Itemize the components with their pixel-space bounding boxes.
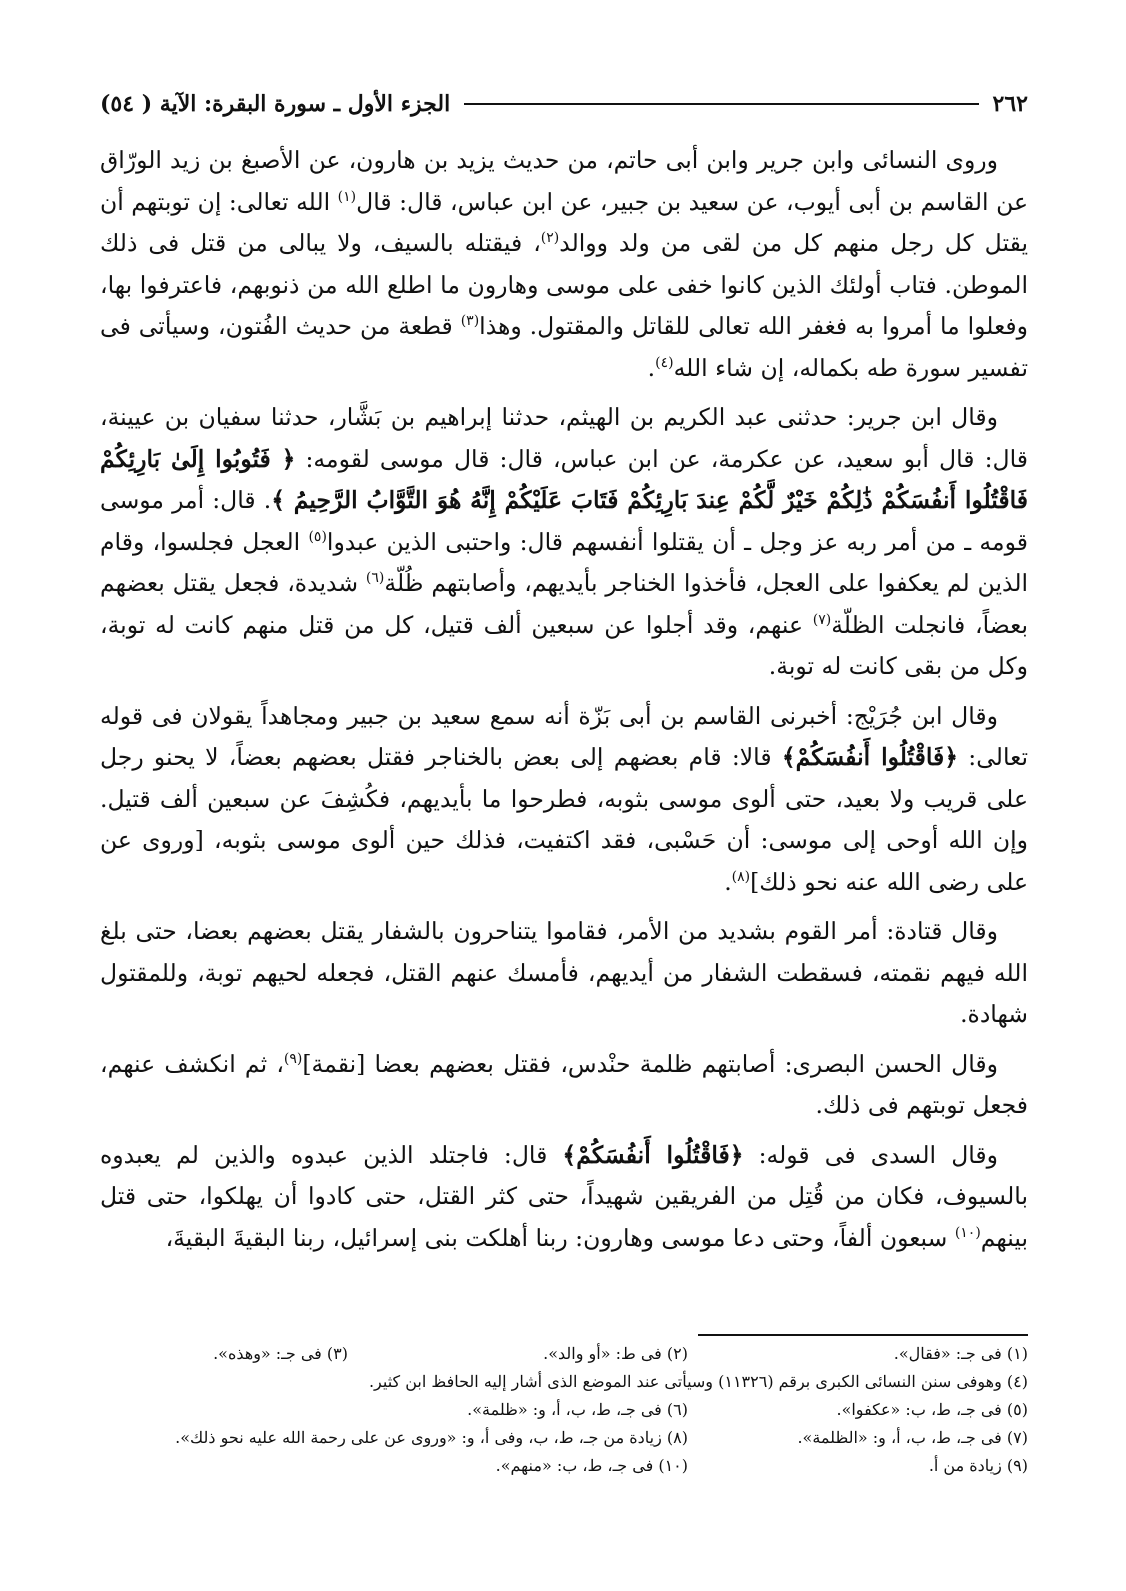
- quran-quote: ﴿ فَتُوبُوا إِلَىٰ بَارِئِكُمْ فَاقْتُلُوا أَنفُسَكُمْ ذَٰلِكُمْ خَيْرٌ لَّكُمْ عِندَ بَارِئِكُمْ فَتَابَ عَلَيْكُمْ إِنَّهُ هُوَ التَّوَّابُ الرَّحِيمُ ﴾: [100, 444, 1028, 514]
- footnotes: [100, 1340, 1028, 1480]
- text-run: . قال: أمر موسى قومه ـ من أمر ربه عز وجل ـ أن يقتلوا أنفسهم قال: واحتبى الذين عبدوا: [100, 486, 1028, 556]
- text-run: ، فيقتله بالسيف، ولا يبالى من قتل فى ذلك الموطن. فتاب أولئك الذين كانوا خفى على موسى وهارون ما اطلع الله من ذنوبهم، فاعترفوا بها، وفعلوا ما أمروا به فغفر الله تعالى للقاتل والمقتول. وهذا: [100, 229, 1028, 340]
- text-run: شديدة، فجعل يقتل بعضهم بعضاً، فانجلت الظلّة: [100, 569, 1029, 639]
- footnote-row: [100, 1340, 1028, 1368]
- text-run: وروى النسائى وابن جرير وابن أبى حاتم، من حديث يزيد بن هارون، عن الأصبغ بن زيد الورّاق عن القاسم بن أبى أيوب، عن سعيد بن جبير، عن ابن عباس، قال: قال: [100, 146, 1028, 216]
- text-run: وقال ابن جرير: حدثنى عبد الكريم بن الهيثم، حدثنا إبراهيم بن بَشَّار، حدثنا سفيان بن عيينة، قال: قال أبو سعيد، عن عكرمة، عن ابن عباس، قال: قال موسى لقومه:: [100, 403, 1028, 473]
- text-run: وقال السدى فى قوله:: [743, 1140, 999, 1169]
- footnote-rule: [698, 1334, 1028, 1336]
- text-run: ، ثم انكشف عنهم، فجعل توبتهم فى ذلك.: [100, 1049, 1028, 1119]
- running-title: الجزء الأول ـ سورة البقرة: الآية ( ٥٤): [100, 91, 451, 117]
- footnote: (٦) فى جـ، ط، ب، أ، و: «ظلمة».: [467, 1400, 688, 1419]
- quran-quote: ﴿فَاقْتُلُوا أَنفُسَكُمْ﴾: [562, 1140, 744, 1169]
- paragraph-2: [100, 397, 1028, 688]
- paragraph-6: [100, 1135, 1028, 1260]
- text-run: سبعون ألفاً، وحتى دعا موسى وهارون: ربنا أهلكت بنى إسرائيل، ربنا البقيةَ البقيةَ،: [165, 1223, 955, 1252]
- text-run: .: [724, 867, 732, 896]
- text-run: .: [647, 353, 656, 382]
- running-header: [100, 84, 1028, 124]
- footnote: (٥) فى جـ، ط، ب: «عكفوا».: [836, 1400, 1028, 1419]
- text-run: وقال ابن جُرَيْج: أخبرنى القاسم بن أبى بَزّة أنه سمع سعيد بن جبير ومجاهداً يقولان فى قوله تعالى:: [100, 701, 1028, 771]
- footnote: (٨) زيادة من جـ، ط، ب، وفى أ، و: «وروى عن على رحمة الله عليه نحو ذلك».: [175, 1428, 688, 1447]
- footnote: (٣) فى جـ: «وهذه».: [213, 1344, 348, 1363]
- text-run: قالا: قام بعضهم إلى بعض بالخناجر فقتل بعضهم بعضاً، لا يحنو رجل على قريب ولا بعيد، حتى ألوى موسى بثوبه، فطرحوا ما بأيديهم، فكُشِفَ عن سبعين ألف قتيل. وإن الله أوحى إلى موسى: أن حَسْبى، فقد اكتفيت، فذلك حين ألوى موسى بثوبه، [وروى عن على رضى الله عنه نحو ذلك]: [100, 743, 1028, 896]
- footnote-ref: (٤): [655, 354, 674, 371]
- paragraph-3: [100, 696, 1028, 904]
- footnote-ref: (٥): [308, 528, 327, 545]
- main-text: [100, 140, 1028, 1267]
- footnote-ref: (٨): [731, 868, 751, 885]
- footnote: (٩) زيادة من أ.: [928, 1456, 1028, 1475]
- footnote: (١) فى جـ: «فقال».: [893, 1344, 1028, 1363]
- text-run: قال: فاجتلد الذين عبدوه والذين لم يعبدوه بالسيوف، فكان من قُتِل من الفريقين شهيداً، حتى كثر القتل، حتى كادوا أن يهلكوا، حتى قتل بينهم: [100, 1140, 1028, 1252]
- footnote-row: [100, 1452, 1028, 1480]
- footnote: (٧) فى جـ، ط، ب، أ، و: «الظلمة».: [797, 1428, 1028, 1447]
- footnote: (٢) فى ط: «أو والد».: [543, 1344, 688, 1363]
- footnote: (٤) وهوفى سنن النسائى الكبرى برقم (١١٣٢٦) وسيأتى عند الموضع الذى أشار إليه الحافظ ابن كثير.: [368, 1372, 1028, 1391]
- footnote-ref: (٩): [283, 1050, 303, 1067]
- text-run: وقال الحسن البصرى: أصابتهم ظلمة حنْدس، فقتل بعضهم بعضا [نقمة]: [302, 1049, 998, 1078]
- footnote-ref: (٢): [540, 230, 560, 247]
- footnote-ref: (٧): [812, 611, 832, 628]
- footnote-ref: (٣): [460, 313, 480, 330]
- footnote-ref: (٦): [365, 570, 385, 587]
- footnote-ref: (١٠): [954, 1224, 981, 1241]
- paragraph-4: [100, 911, 1028, 1036]
- text-run: عنهم، وقد أجلوا عن سبعين ألف قتيل، كل من قتل منهم كانت له توبة، وكل من بقى كانت له توبة.: [100, 610, 1028, 680]
- text-run: الله تعالى: إن توبتهم أن يقتل كل رجل منهم كل من لقى من ولد ووالد: [100, 187, 1028, 257]
- text-run: العجل فجلسوا، وقام الذين لم يعكفوا على العجل، فأخذوا الخناجر بأيديهم، وأصابتهم ظُلّة: [100, 527, 1029, 597]
- paragraph-5: [100, 1044, 1028, 1127]
- footnote: (١٠) فى جـ، ط، ب: «منهم».: [495, 1456, 688, 1475]
- quran-quote: ﴿فَاقْتُلُوا أَنفُسَكُمْ﴾: [781, 743, 959, 771]
- text-run: قطعة من حديث الفُتون، وسيأتى فى تفسير سورة طه بكماله، إن شاء الله: [100, 312, 1028, 382]
- page-number: ٢٦٢: [992, 91, 1028, 117]
- footnote-row: [100, 1396, 1028, 1424]
- footnote-ref: (١): [337, 188, 357, 205]
- paragraph-1: [100, 140, 1028, 389]
- header-rule: [464, 103, 978, 105]
- footnote-row: [100, 1368, 1028, 1396]
- text-run: وقال قتادة: أمر القوم بشديد من الأمر، فقاموا يتناحرون بالشفار يقتل بعضهم بعضا، حتى بلغ الله فيهم نقمته، فسقطت الشفار من أيديهم، فأمسك عنهم القتل، فجعله لحيهم توبة، وللمقتول شهادة.: [100, 917, 1028, 1028]
- footnote-row: [100, 1424, 1028, 1452]
